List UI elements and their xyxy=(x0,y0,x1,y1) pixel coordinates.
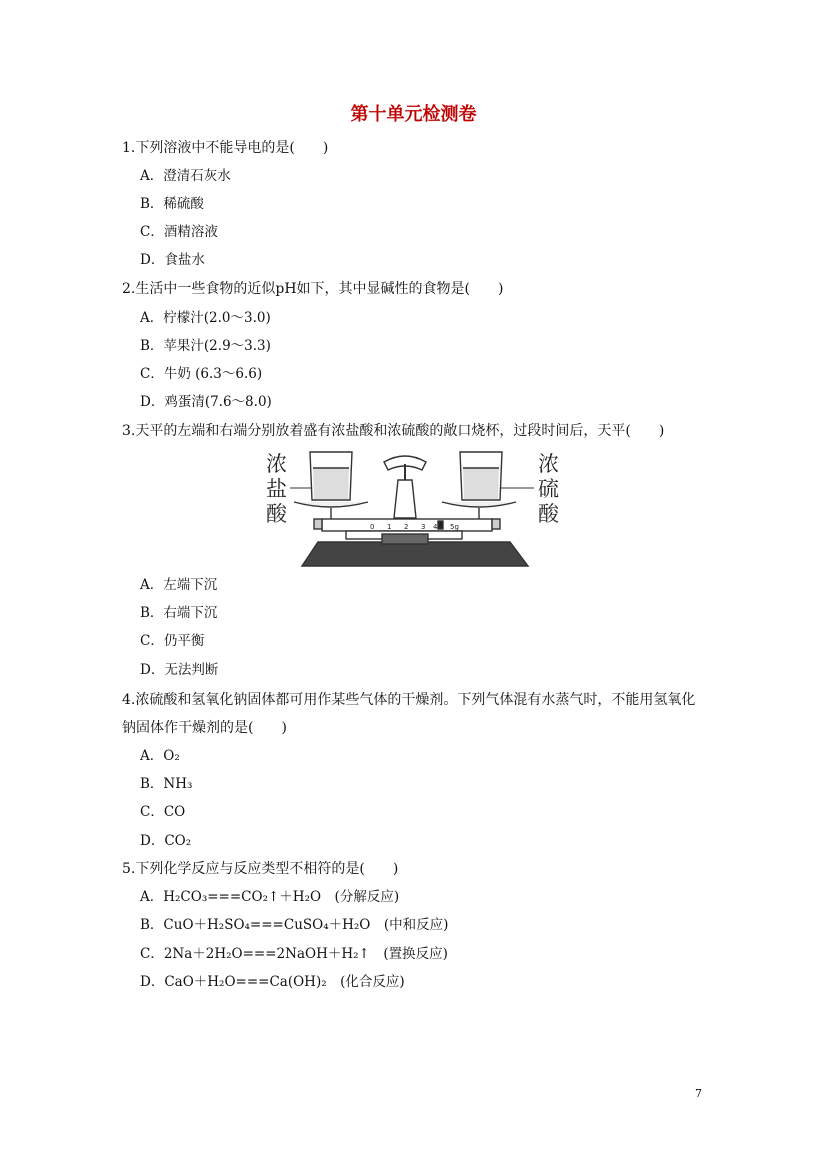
scale-tick-4: 4 xyxy=(433,523,438,531)
question-2-option-d: D．鸡蛋清(7.6～8.0) xyxy=(140,394,272,410)
balance-figure xyxy=(262,446,567,568)
question-3-option-a: A．左端下沉 xyxy=(140,577,218,593)
question-3-option-b: B．右端下沉 xyxy=(140,605,218,621)
left-acid-liquid xyxy=(313,468,349,499)
right-label-char-1: 浓 xyxy=(538,452,559,476)
question-1-option-b: B．稀硫酸 xyxy=(140,196,204,212)
right-label-char-3: 酸 xyxy=(538,502,559,526)
right-pan xyxy=(442,502,516,507)
question-2-option-b: B．苹果汁(2.9～3.3) xyxy=(140,338,271,354)
question-4-stem: 4.浓硫酸和氢氧化钠固体都可用作某些气体的干燥剂。下列气体混有水蒸气时，不能用氢氧化钠固体作干燥剂的是( ) xyxy=(122,692,696,736)
left-label-char-3: 酸 xyxy=(266,502,287,526)
question-2-stem: 2.生活中一些食物的近似pH如下，其中显碱性的食物是( ) xyxy=(122,281,504,297)
question-5-option-c: C．2Na＋2H₂O===2NaOH＋H₂↑ (置换反应) xyxy=(140,946,448,962)
question-2-option-a: A．柠檬汁(2.0～3.0) xyxy=(140,310,271,326)
question-4-option-a: A．O₂ xyxy=(140,748,180,764)
question-4-option-b: B．NH₃ xyxy=(140,776,193,792)
page-number: 7 xyxy=(695,1087,702,1100)
left-label-char-1: 浓 xyxy=(266,452,287,476)
scale-tick-0: 0 xyxy=(370,523,375,531)
balance-base xyxy=(302,542,528,566)
question-5-option-d: D．CaO＋H₂O===Ca(OH)₂ (化合反应) xyxy=(140,974,405,990)
question-1-option-d: D．食盐水 xyxy=(140,252,205,268)
scale-tick-1: 1 xyxy=(387,523,392,531)
scale-tick-5: 5g xyxy=(450,523,459,531)
question-3-stem: 3.天平的左端和右端分别放着盛有浓盐酸和浓硫酸的敞口烧杯，过段时间后，天平( ) xyxy=(122,423,665,439)
right-label-char-2: 硫 xyxy=(538,477,559,501)
left-label-char-2: 盐 xyxy=(266,477,287,501)
question-1-option-a: A．澄清石灰水 xyxy=(140,168,231,184)
question-4-option-d: D．CO₂ xyxy=(140,833,192,849)
scale-tick-2: 2 xyxy=(404,523,409,531)
question-1-option-c: C．酒精溶液 xyxy=(140,224,218,240)
question-5-option-a: A．H₂CO₃===CO₂↑＋H₂O (分解反应) xyxy=(140,889,400,905)
page-title: 第十单元检测卷 xyxy=(350,104,477,125)
scale-tick-3: 3 xyxy=(421,523,426,531)
question-4-option-c: C．CO xyxy=(140,804,186,820)
question-5-option-b: B．CuO＋H₂SO₄===CuSO₄＋H₂O (中和反应) xyxy=(140,917,449,933)
question-5-stem: 5.下列化学反应与反应类型不相符的是( ) xyxy=(122,861,399,877)
question-3-option-d: D．无法判断 xyxy=(140,662,219,678)
right-acid-liquid xyxy=(463,468,499,499)
question-1-stem: 1.下列溶液中不能导电的是( ) xyxy=(122,140,329,156)
left-pan xyxy=(294,502,368,507)
question-2-option-c: C．牛奶 (6.3～6.6) xyxy=(140,366,263,382)
rider xyxy=(438,521,443,529)
question-3-option-c: C．仍平衡 xyxy=(140,633,205,649)
